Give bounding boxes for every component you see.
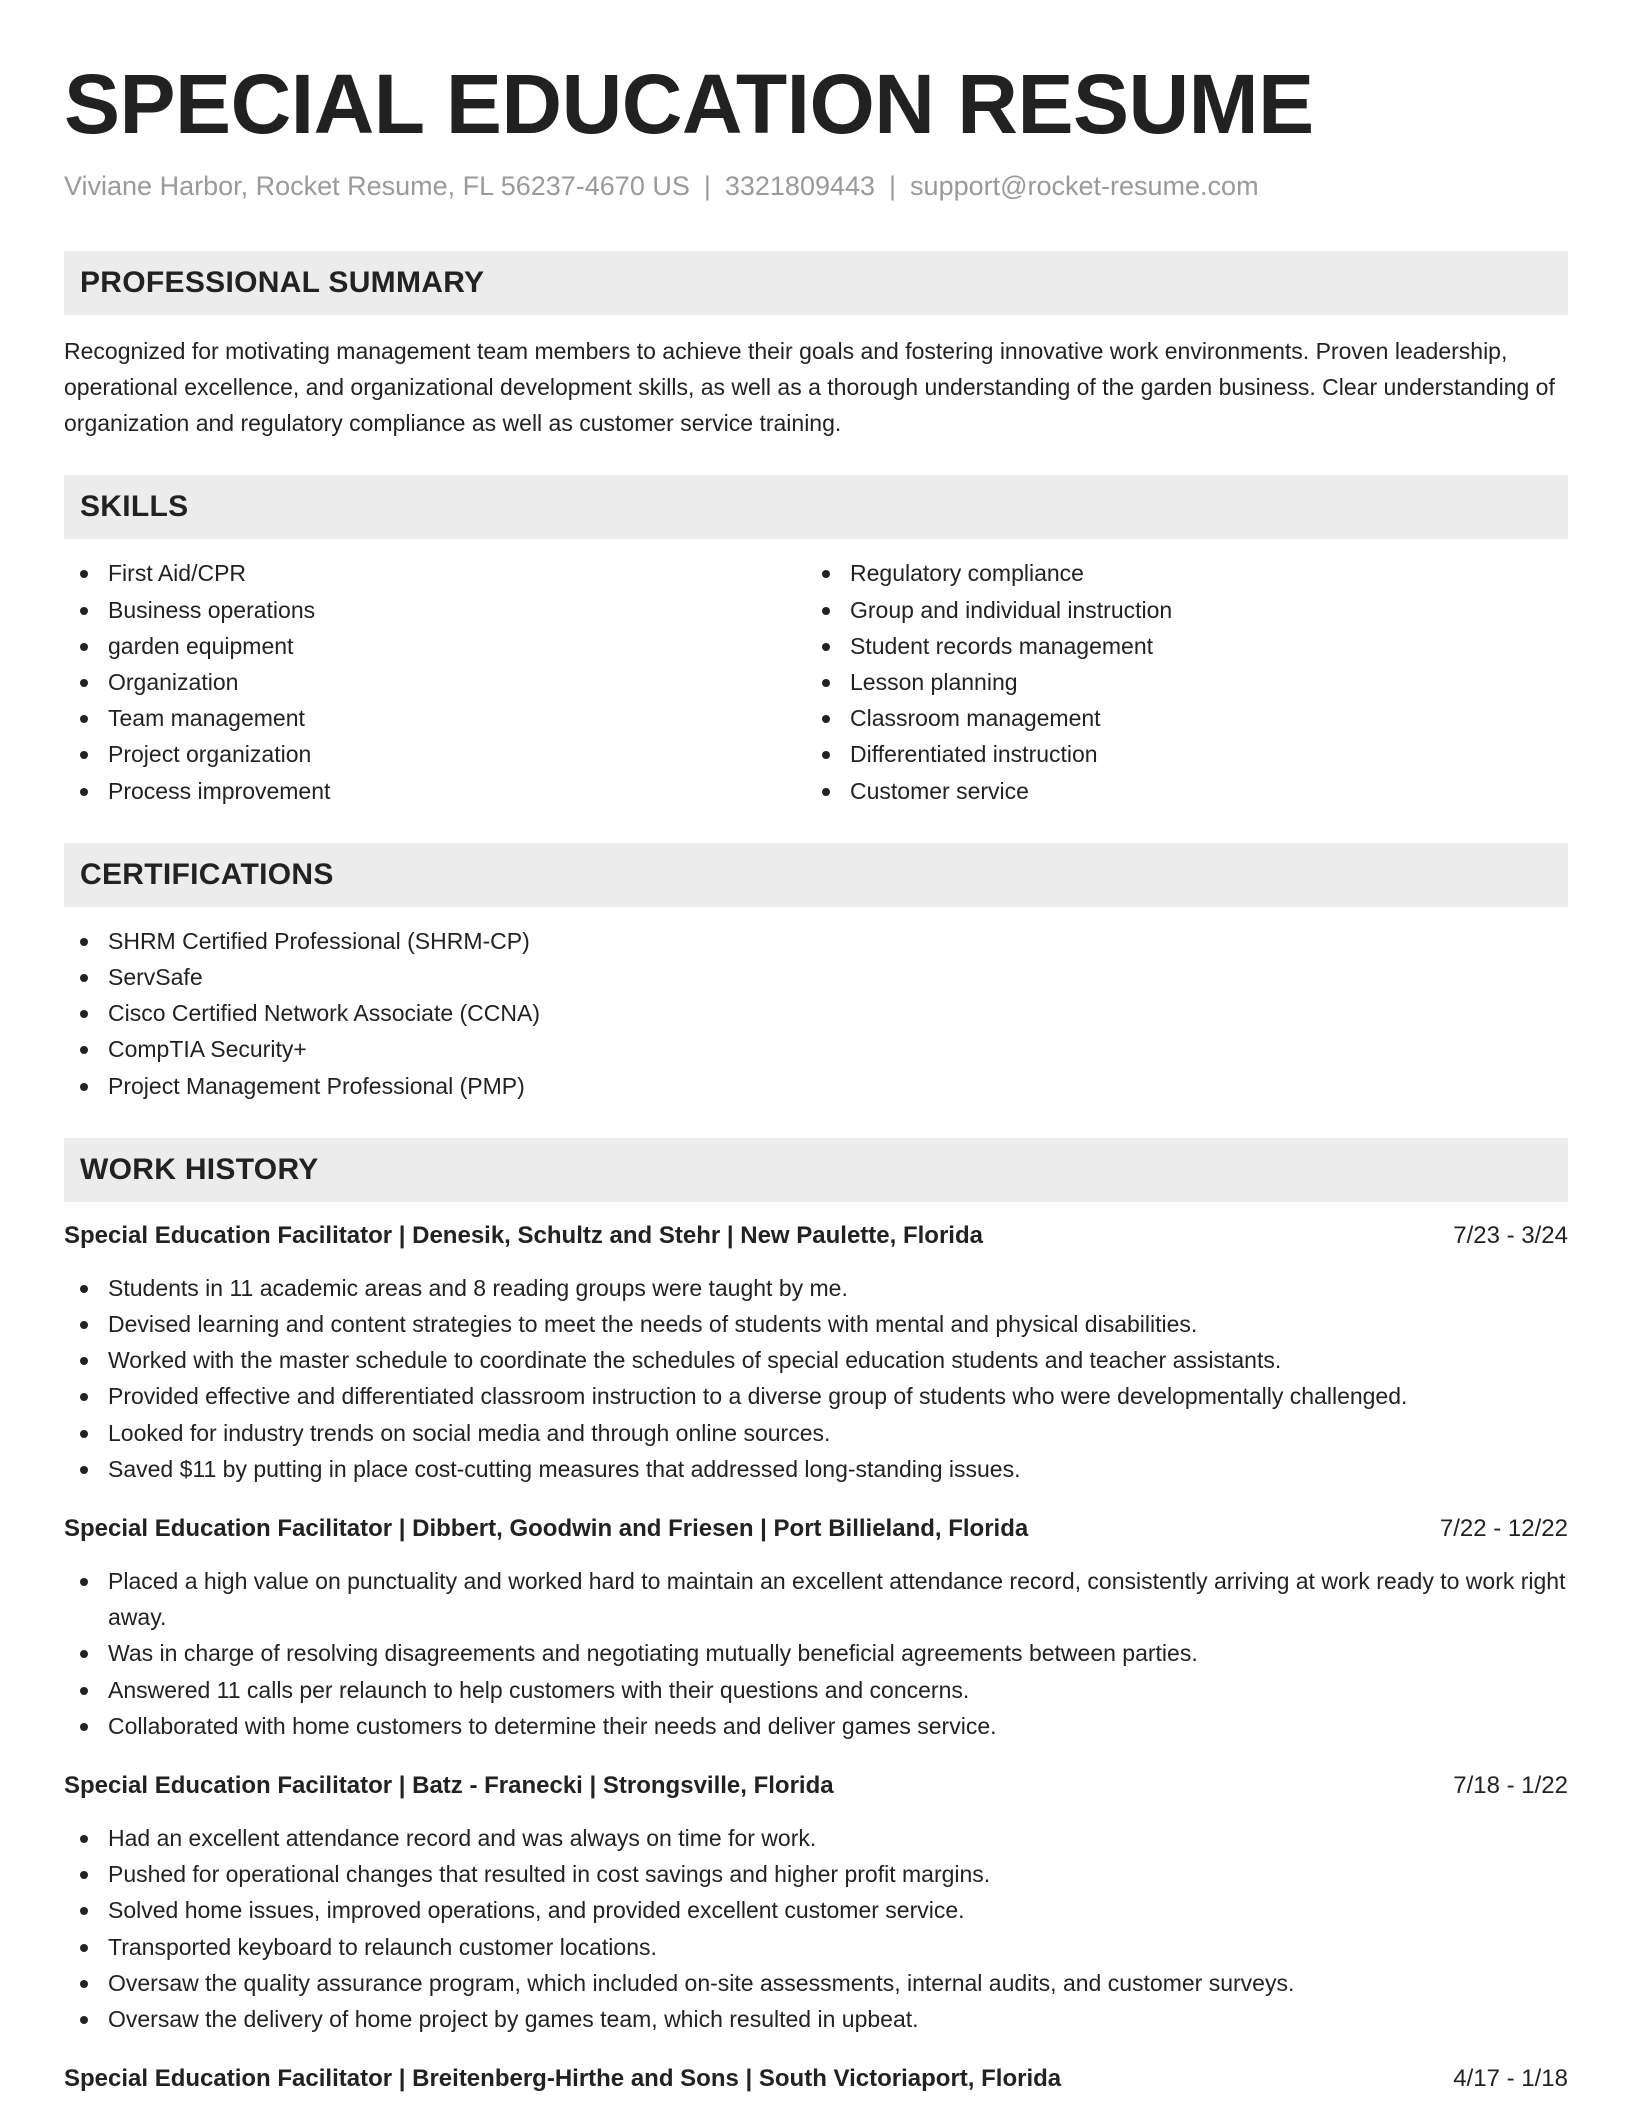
skill-item: Business operations	[64, 592, 806, 628]
skills-list-right	[806, 555, 1548, 808]
job-bullet: Pushed for operational changes that resulted in cost savings and higher profit margins.	[64, 1856, 1568, 1892]
job-bullet: Looked for industry trends on social media and through online sources.	[64, 1415, 1568, 1451]
skill-item: Differentiated instruction	[806, 736, 1548, 772]
summary-text: Recognized for motivating management team members to achieve their goals and fostering innovative work environments. Proven leadership, operational excellence, and organizational development skills, as well as a thorough understanding of the garden business. Clear understanding of organization and regulatory compliance as well as customer service training.	[64, 338, 1555, 437]
job-bullet: Oversaw the delivery of home project by games team, which resulted in upbeat.	[64, 2001, 1568, 2037]
job-bullet: Answered 11 calls per relaunch to help customers with their questions and concerns.	[64, 1672, 1568, 1708]
job-header	[64, 1218, 1568, 1254]
skill-item: Customer service	[806, 773, 1548, 809]
skill-item: Team management	[64, 700, 806, 736]
job-entry	[64, 1511, 1568, 1744]
certification-item: SHRM Certified Professional (SHRM-CP)	[64, 923, 1568, 959]
skill-item: Lesson planning	[806, 664, 1548, 700]
skill-item: garden equipment	[64, 628, 806, 664]
job-header	[64, 2061, 1568, 2097]
job-title: Special Education Facilitator | Denesik, Schultz and Stehr | New Paulette, Florida	[64, 1221, 983, 1249]
skill-item: Classroom management	[806, 700, 1548, 736]
skill-item: Process improvement	[64, 773, 806, 809]
job-bullet: Transported keyboard to relaunch customer locations.	[64, 1929, 1568, 1965]
job-bullet: Solved home issues, improved operations, and provided excellent customer service.	[64, 1892, 1568, 1928]
contact-address: Viviane Harbor, Rocket Resume, FL 56237-4670 US	[64, 171, 690, 201]
contact-line	[64, 170, 1568, 202]
job-bullet: Saved $11 by putting in place cost-cutting measures that addressed long-standing issues.	[64, 1451, 1568, 1487]
job-bullet: Devised learning and content strategies to meet the needs of students with mental and physical disabilities.	[64, 1306, 1568, 1342]
contact-phone: 3321809443	[724, 171, 876, 201]
page-title: SPECIAL EDUCATION RESUME	[64, 57, 1314, 151]
certifications-list	[64, 923, 1568, 1104]
job-bullet: Had an excellent attendance record and was always on time for work.	[64, 1820, 1568, 1856]
contact-separator: |	[889, 171, 897, 201]
skill-item: Student records management	[806, 628, 1548, 664]
skill-item: Project organization	[64, 736, 806, 772]
contact-email: support@rocket-resume.com	[910, 171, 1259, 201]
job-title: Special Education Facilitator | Dibbert, Goodwin and Friesen | Port Billieland, Florida	[64, 1515, 1029, 1543]
certification-item: Cisco Certified Network Associate (CCNA)	[64, 995, 1568, 1031]
job-entry	[64, 1218, 1568, 1487]
job-bullet: Students in 11 academic areas and 8 reading groups were taught by me.	[64, 1270, 1568, 1306]
skill-item: Regulatory compliance	[806, 555, 1548, 591]
job-bullets	[64, 1563, 1568, 1744]
skills-heading: SKILLS	[64, 475, 1568, 539]
certification-item: CompTIA Security+	[64, 1031, 1568, 1067]
skill-item: Organization	[64, 664, 806, 700]
job-dates: 7/22 - 12/22	[1439, 1515, 1568, 1543]
job-dates: 4/17 - 1/18	[1453, 2065, 1568, 2093]
job-dates: 7/23 - 3/24	[1453, 1221, 1568, 1249]
job-bullet: Placed a high value on punctuality and worked hard to maintain an excellent attendance record, consistently arriving at work ready to work right away.	[64, 1563, 1568, 1635]
skills-list-left	[64, 555, 806, 808]
job-entry	[64, 2061, 1568, 2097]
job-bullets	[64, 1820, 1568, 2037]
certifications-heading: CERTIFICATIONS	[64, 843, 1568, 907]
job-header	[64, 1768, 1568, 1804]
job-bullet: Oversaw the quality assurance program, which included on-site assessments, internal audits, and customer surveys.	[64, 1965, 1568, 2001]
job-title: Special Education Facilitator | Batz - Franecki | Strongsville, Florida	[64, 1772, 834, 1800]
resume-page	[64, 0, 1568, 2097]
contact-separator: |	[703, 171, 711, 201]
job-bullet: Provided effective and differentiated classroom instruction to a diverse group of students who were developmentally challenged.	[64, 1378, 1568, 1414]
work-history-heading: WORK HISTORY	[64, 1138, 1568, 1202]
skill-item: First Aid/CPR	[64, 555, 806, 591]
job-bullets	[64, 1270, 1568, 1487]
job-header	[64, 1511, 1568, 1547]
certification-item: ServSafe	[64, 959, 1568, 995]
job-bullet: Worked with the master schedule to coordinate the schedules of special education students and teacher assistants.	[64, 1342, 1568, 1378]
summary-heading: PROFESSIONAL SUMMARY	[64, 251, 1568, 315]
job-bullet: Collaborated with home customers to determine their needs and deliver games service.	[64, 1708, 1568, 1744]
skills-grid	[64, 555, 1568, 808]
job-title: Special Education Facilitator | Breitenberg-Hirthe and Sons | South Victoriaport, Florida	[64, 2065, 1062, 2093]
job-dates: 7/18 - 1/22	[1453, 1772, 1568, 1800]
skill-item: Group and individual instruction	[806, 592, 1548, 628]
certification-item: Project Management Professional (PMP)	[64, 1068, 1568, 1104]
job-entry	[64, 1768, 1568, 2037]
job-bullet: Was in charge of resolving disagreements and negotiating mutually beneficial agreements between parties.	[64, 1635, 1568, 1671]
